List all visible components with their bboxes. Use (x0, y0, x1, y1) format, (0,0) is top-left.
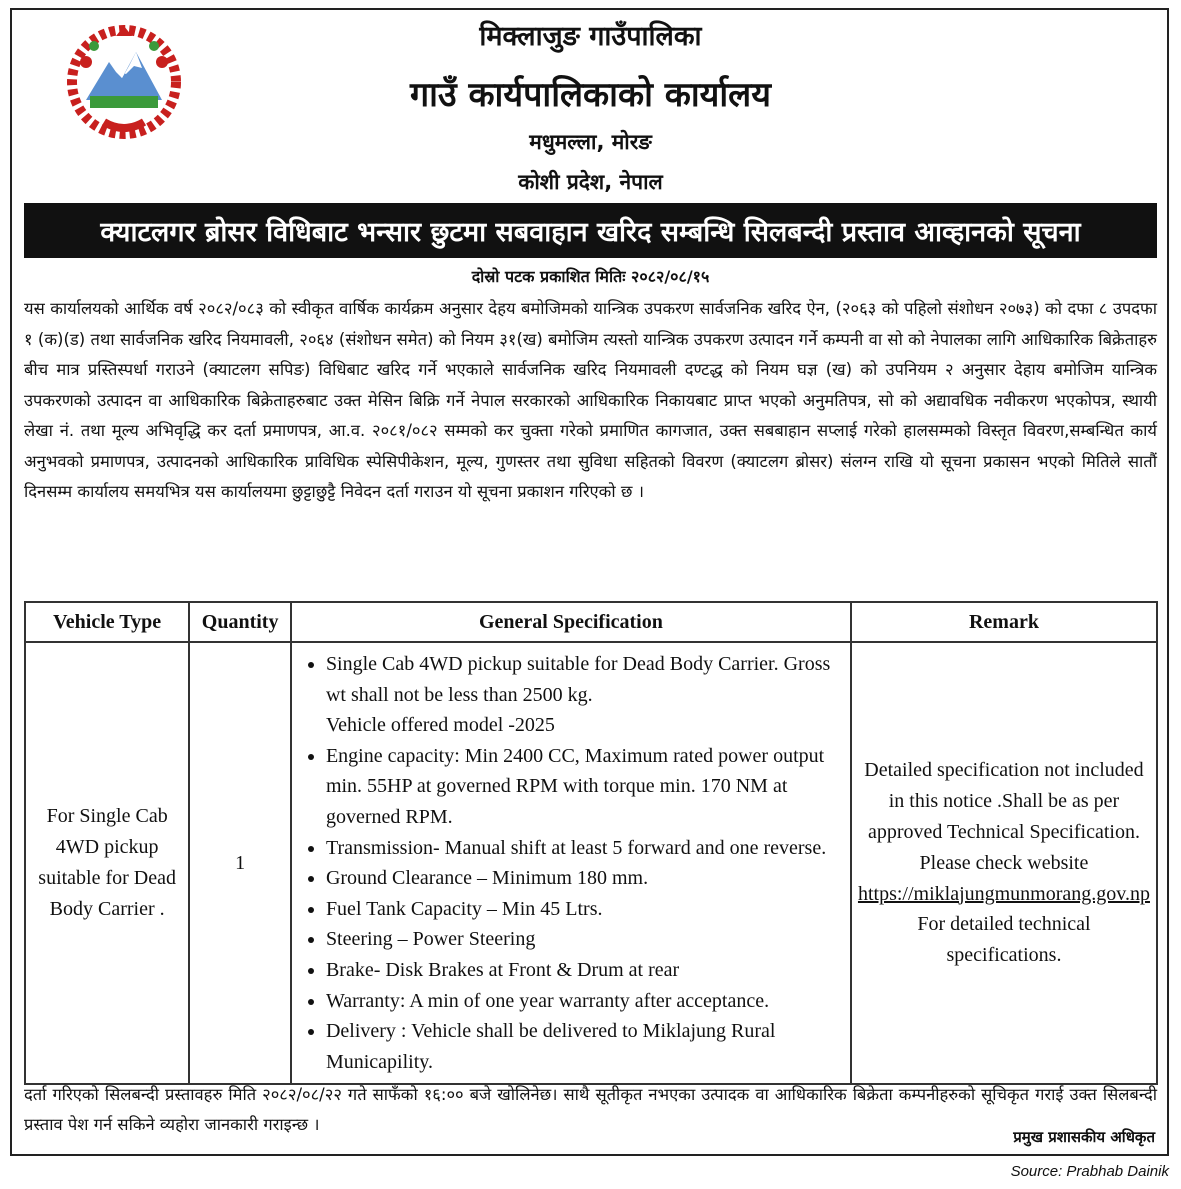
spec-item: • Steering – Power Steering (326, 924, 842, 955)
notice-title: क्याटलगर ब्रोसर विधिबाट भन्सार छुटमा सबवाहान खरिद सम्बन्धि सिलबन्दी प्रस्ताव आव्हानको सूचना (24, 203, 1157, 258)
spec-item: • Delivery : Vehicle shall be delivered to Miklajung Rural Municapility. (326, 1016, 842, 1077)
spec-item: • Transmission- Manual shift at least 5 forward and one reverse. (326, 833, 842, 864)
spec-item: • Fuel Tank Capacity – Min 45 Ltrs. (326, 894, 842, 925)
spec-item: • Ground Clearance – Minimum 180 mm. (326, 863, 842, 894)
publish-date: दोस्रो पटक प्रकाशित मितिः २०८२/०८/१५ (471, 267, 710, 286)
spec-item: • Brake- Disk Brakes at Front & Drum at rear (326, 955, 842, 986)
remark-cell (851, 642, 1157, 1084)
remark-text: Detailed specification not included in this notice .Shall be as per approved Technical Specification. (864, 759, 1144, 843)
vehicle-type-cell: For Single Cab 4WD pickup suitable for Dead Body Carrier . (25, 642, 189, 1084)
website-link[interactable]: https://miklajungmunmorang.gov.np (857, 882, 1150, 905)
quantity-cell: 1 (189, 642, 291, 1084)
table-row (25, 642, 1157, 1084)
office-name: गाउँ कार्यपालिकाको कार्यालय (410, 75, 771, 115)
office-province: कोशी प्रदेश, नेपाल (518, 170, 663, 194)
col-header-quantity: Quantity (189, 602, 291, 642)
footer-text: दर्ता गरिएको सिलबन्दी प्रस्तावहरु मिति २०८२/०८/२२ गते साफँको १६:०० बजे खोलिनेछ। साथै सूतीकृत नभएका उत्पादक वा आधिकारिक बिक्रेता कम्पनीहरुको सूचिकृत गराई उक्त सिलबन्दी प्रस्ताव पेश गर्न सकिने व्यहोरा जानकारी गराइन्छ । (24, 1085, 1157, 1134)
signature: प्रमुख प्रशासकीय अधिकृत (1013, 1128, 1155, 1146)
vehicle-spec-table (24, 601, 1158, 1085)
col-header-remark: Remark (851, 602, 1157, 642)
table-header-row (25, 602, 1157, 642)
source-credit: Source: Prabhab Dainik (1010, 1163, 1169, 1180)
remark-check: Please check website (919, 851, 1089, 874)
municipality-name: मिक्लाजुङ गाउँपालिका (479, 21, 702, 52)
notice-body: यस कार्यालयको आर्थिक वर्ष २०८२/०८३ को स्वीकृत वार्षिक कार्यक्रम अनुसार देहय बमोजिमको यान्त्रिक उपकरण सार्वजनिक खरिद ऐन, (२०६३ को पहिलो संशोधन २०७३) को दफा ८ उपदफा १ (क)(ड) तथा सार्वजनिक खरिद नियमावली, २०६४ (संशोधन समेत) को नियम ३१(ख) बमोजिम त्यस्तो यान्त्रिक उपकरण उत्पादन गर्ने कम्पनी वा सो को नेपालका लागि आधिकारिक बिक्रेताहरु बीच मात्र प्रस्तिस्पर्धा गराउने (क्याटलग सपिङ) विधिबाट खरिद गर्ने भएकाले सार्वजनिक खरिद नियमावली दण्टद्ध को नियम घज्ञ (ख) को उपनियम २ अनुसार देहाय बमोजिम यान्त्रिक उपकरणको उत्पादन वा आधिकारिक बिक्रेताहरुबाट उक्त मेसिन बिक्रि गर्ने नेपाल सरकारको आधिकारिक निकायबाट प्राप्त भएको अनुमतिपत्र, सो को अद्यावधिक नवीकरण भएकोपत्र, स्थायी लेखा नं. तथा मूल्य अभिवृद्धि कर दर्ता प्रमाणपत्र, आ.व. २०८१/०८२ सम्मको कर चुक्ता गरेको प्रमाणित कागजात, उक्त सबबाहान सप्लाई गरेको हालसम्मको विस्तृत विवरण,सम्बन्धित कार्य अनुभवको प्रमाणपत्र, उत्पादनको आधिकारिक प्राविधिक स्पेसिपीकेशन, मूल्य, गुणस्तर तथा सुविधा सहितको विवरण (क्याटलग ब्रोसर) संलग्न राखि यो सूचना प्रकासन भएको मितिले सातौं दिनसम्म कार्यालय समयभित्र यस कार्यालयमा छुट्टाछुट्टै निवेदन दर्ता गराउन यो सूचना प्रकाशन गरिएको छ । (24, 299, 1157, 501)
specification-cell (291, 642, 851, 1084)
col-header-specification: General Specification (291, 602, 851, 642)
spec-model-line: Vehicle offered model -2025 (325, 714, 555, 737)
col-header-vehicle-type: Vehicle Type (25, 602, 189, 642)
office-location: मधुमल्ला, मोरङ (529, 130, 652, 154)
remark-end: For detailed technical specifications. (917, 913, 1091, 967)
spec-item: • Single Cab 4WD pickup suitable for Dead Body Carrier. Gross wt shall not be less than 2500 kg. Vehicle offered model -2025 (326, 649, 842, 741)
spec-item: • Warranty: A min of one year warranty after acceptance. (326, 986, 842, 1017)
spec-item: • Engine capacity: Min 2400 CC, Maximum rated power output min. 55HP at governed RPM with torque min. 170 NM at governed RPM. (326, 741, 842, 833)
spec-list (292, 649, 842, 1077)
